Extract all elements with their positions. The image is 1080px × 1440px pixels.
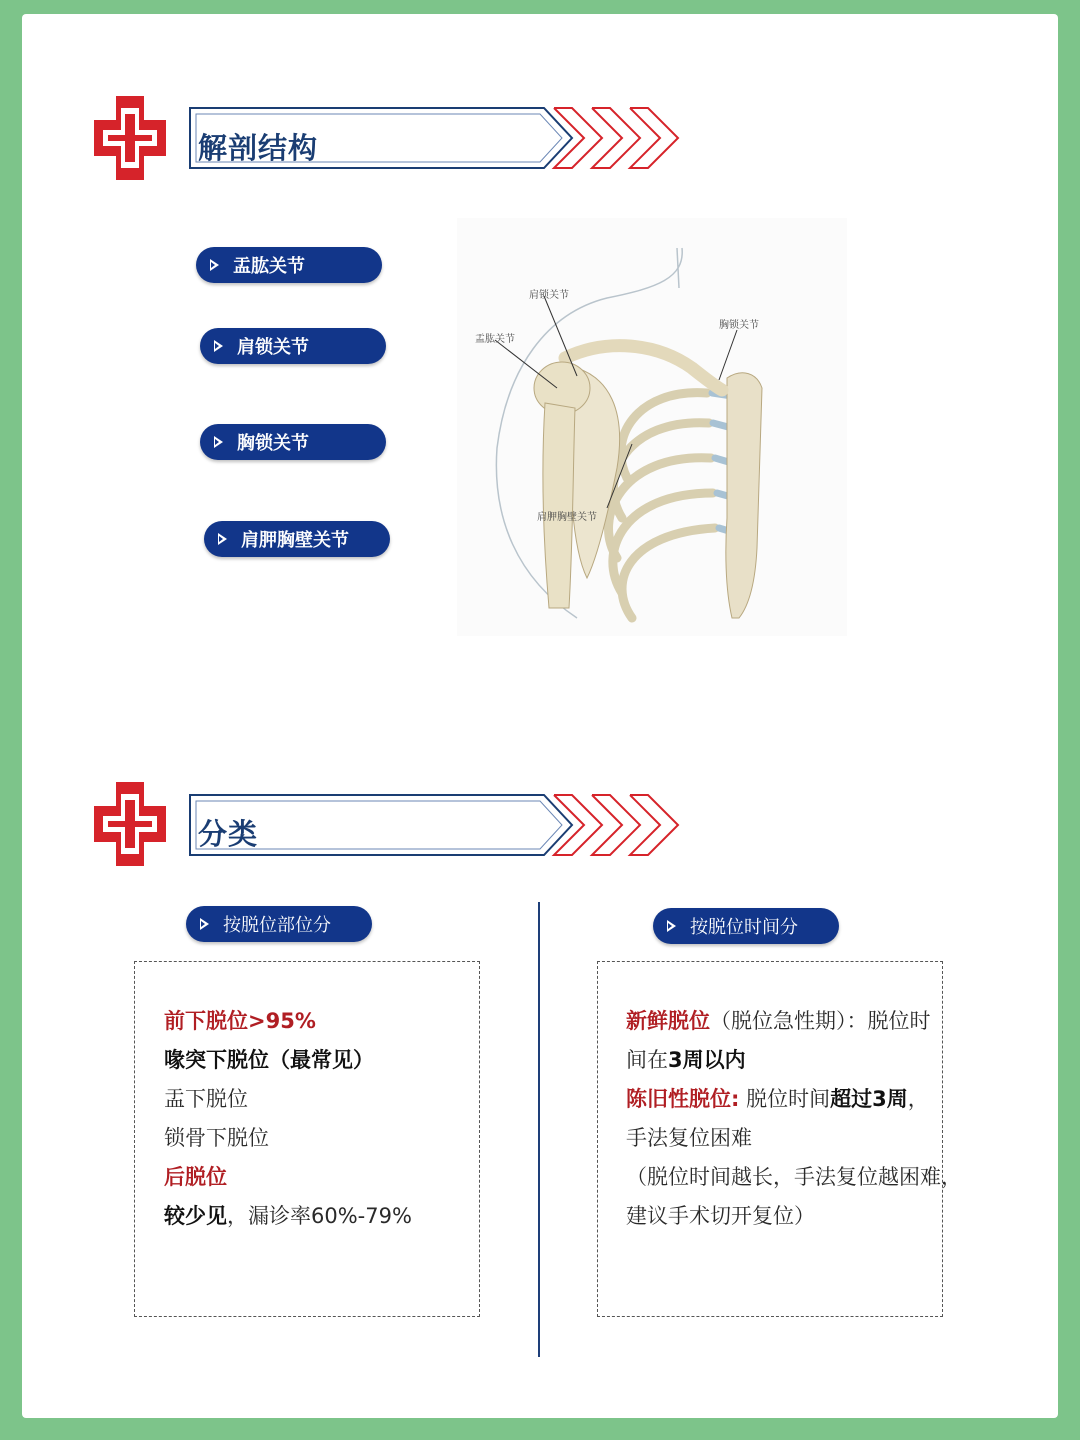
pill-glenohumeral-joint[interactable] <box>196 247 382 283</box>
pill-by-time[interactable] <box>653 908 839 944</box>
play-triangle-icon <box>218 533 227 545</box>
pill-label: 胸锁关节 <box>237 433 309 454</box>
text-rare-missed: 较少见，漏诊率60%-79% <box>164 1204 412 1228</box>
section-header-banner <box>188 793 688 857</box>
play-triangle-icon <box>200 918 209 930</box>
pill-acromioclavicular-joint[interactable] <box>200 328 386 364</box>
text-anterior-inferior: 前下脱位>95% <box>164 1009 316 1033</box>
pill-label: 肩锁关节 <box>237 337 309 358</box>
text-subclavicular: 锁骨下脱位 <box>164 1126 269 1150</box>
play-triangle-icon <box>214 436 223 448</box>
text-old-dislocation: 陈旧性脱位: 脱位时间超过3周， <box>626 1087 929 1111</box>
shoulder-anatomy-illustration <box>457 218 847 636</box>
play-triangle-icon <box>667 920 676 932</box>
text-reduction-difficult: 手法复位困难 <box>626 1126 752 1150</box>
pill-scapulothoracic-joint[interactable] <box>204 521 390 557</box>
medical-cross-icon <box>88 90 172 186</box>
play-triangle-icon <box>210 259 219 271</box>
figure-label-acromioclavicular: 肩锁关节 <box>529 290 569 301</box>
shoulder-skeleton-drawing <box>457 218 847 636</box>
pill-label: 肩胛胸壁关节 <box>241 530 349 551</box>
pill-sternoclavicular-joint[interactable] <box>200 424 386 460</box>
page-card <box>22 14 1058 1418</box>
section-title-classification: 分类 <box>198 817 259 851</box>
pill-label: 按脱位时间分 <box>690 917 798 938</box>
pill-label: 按脱位部位分 <box>223 915 331 936</box>
text-within-3-weeks: 间在3周以内 <box>626 1048 746 1072</box>
text-posterior: 后脱位 <box>164 1165 227 1189</box>
text-subglenoid: 盂下脱位 <box>164 1087 248 1111</box>
medical-cross-icon <box>88 776 172 872</box>
play-triangle-icon <box>214 340 223 352</box>
column-divider <box>538 902 540 1357</box>
text-surgery-advice: 建议手术切开复位） <box>626 1204 815 1228</box>
pill-label: 盂肱关节 <box>233 256 305 277</box>
text-longer-harder: （脱位时间越长，手法复位越困难， <box>626 1165 962 1189</box>
text-subcoracoid: 喙突下脱位（最常见） <box>164 1048 374 1072</box>
section-title-anatomy: 解剖结构 <box>198 131 319 165</box>
pill-by-location[interactable] <box>186 906 372 942</box>
figure-label-sternoclavicular: 胸锁关节 <box>719 320 759 331</box>
figure-label-scapulothoracic: 肩胛胸壁关节 <box>537 512 597 523</box>
figure-label-glenohumeral: 盂肱关节 <box>475 334 515 345</box>
text-fresh-dislocation: 新鲜脱位（脱位急性期）：脱位时 <box>626 1009 931 1033</box>
